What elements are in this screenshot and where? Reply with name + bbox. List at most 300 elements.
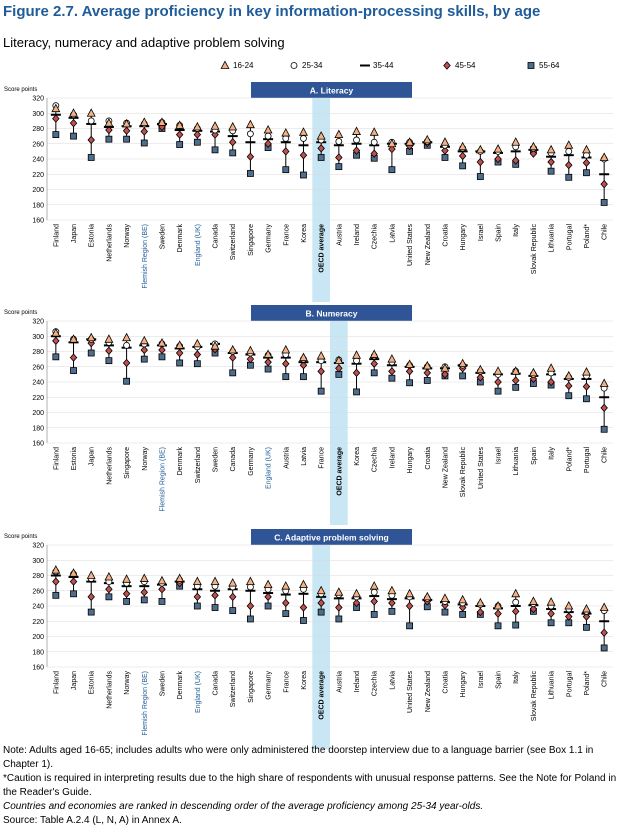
category-label-croatia: Croatia: [424, 447, 432, 470]
point-16-24-sweden: [158, 577, 166, 584]
y-axis-label: Score points: [4, 87, 38, 93]
point-55-64-netherlands: [106, 594, 112, 600]
point-16-24-spain: [494, 145, 502, 152]
note-ranking: Countries and economies are ranked in descending order of the average proficiency among 25-34 year-olds.: [3, 801, 484, 812]
point-16-24-estonia: [87, 109, 95, 116]
category-label-korea: Korea: [354, 447, 362, 466]
legend-label: 16-24: [233, 60, 254, 70]
category-label-czechia: Czechia: [371, 224, 379, 250]
point-16-24-singapore: [247, 120, 255, 127]
category-label-spain: Spain: [495, 671, 503, 689]
category-label-czechia: Czechia: [371, 447, 379, 473]
category-label-lithuania: Lithuania: [548, 224, 556, 253]
point-55-64-israel: [495, 388, 501, 394]
point-25-34-singapore: [124, 342, 130, 348]
adaptive-problem-solving-panel: [0, 527, 623, 752]
category-label-spain: Spain: [530, 447, 538, 465]
point-55-64-austria: [336, 616, 342, 622]
y-tick-label: 200: [32, 634, 44, 641]
point-16-24-austria: [335, 588, 343, 595]
point-45-54-norway: [141, 346, 147, 353]
point-16-24-new-zealand: [423, 136, 431, 143]
y-tick-label: 180: [32, 649, 44, 657]
point-55-64-finland: [53, 354, 59, 360]
point-55-64-netherlands: [106, 136, 112, 142]
category-label-korea: Korea: [300, 671, 308, 690]
point-55-64-oecd-average: [318, 609, 324, 615]
legend-triangle-icon: [221, 61, 229, 68]
point-16-24-poland: [583, 146, 591, 153]
point-16-24-israel: [477, 599, 485, 606]
point-16-24-lithuania: [547, 146, 555, 153]
point-55-64-england-uk: [265, 366, 271, 372]
category-label-italy: Italy: [513, 224, 521, 237]
y-tick-label: 220: [32, 171, 44, 179]
point-45-54-hungary: [406, 368, 412, 375]
point-55-64-norway: [141, 356, 147, 362]
category-label-spain: Spain: [495, 224, 503, 242]
point-45-54-austria: [283, 360, 289, 367]
category-label-singapore: Singapore: [247, 671, 255, 703]
category-label-new-zealand: New Zealand: [424, 671, 432, 713]
point-55-64-korea: [300, 172, 306, 178]
category-label-italy: Italy: [548, 447, 556, 460]
point-16-24-chile: [600, 379, 608, 386]
point-25-34-czechia: [371, 139, 377, 145]
category-label-latvia: Latvia: [389, 224, 397, 243]
point-45-54-france: [283, 599, 289, 606]
point-55-64-germany: [265, 603, 271, 609]
category-label-denmark: Denmark: [177, 447, 185, 476]
category-label-ireland: Ireland: [354, 671, 362, 693]
point-16-24-england-uk: [194, 123, 202, 130]
point-16-24-czechia: [370, 582, 378, 589]
point-45-54-canada: [212, 592, 218, 599]
category-label-slovak-republic: Slovak Republic: [460, 447, 468, 498]
category-label-japan: Japan: [88, 447, 96, 467]
y-tick-label: 240: [32, 379, 44, 387]
point-45-54-portugal: [566, 613, 572, 620]
point-45-54-finland: [53, 337, 59, 344]
point-16-24-austria: [282, 346, 290, 353]
category-label-united-states: United States: [407, 224, 415, 267]
point-45-54-france: [318, 368, 324, 375]
category-label-germany: Germany: [247, 447, 255, 476]
category-label-ireland: Ireland: [389, 447, 397, 469]
point-55-64-england-uk: [194, 139, 200, 145]
category-label-flemish-region-be: Flemish Region (BE): [141, 224, 149, 289]
point-25-34-austria: [336, 138, 342, 144]
point-45-54-poland: [566, 382, 572, 389]
point-45-54-israel: [495, 378, 501, 385]
category-label-portugal: Portugal: [566, 671, 574, 698]
y-tick-label: 220: [32, 618, 44, 626]
point-45-54-lithuania: [513, 377, 519, 384]
y-tick-label: 200: [32, 187, 44, 194]
point-55-64-lithuania: [513, 384, 519, 390]
category-label-netherlands: Netherlands: [106, 224, 114, 262]
point-55-64-canada: [212, 605, 218, 611]
point-16-24-france: [282, 129, 290, 136]
point-45-54-finland: [53, 115, 59, 122]
point-55-64-latvia: [300, 374, 306, 380]
category-label-france: France: [318, 447, 326, 469]
category-label-denmark: Denmark: [177, 224, 185, 253]
category-label-hungary: Hungary: [460, 224, 468, 251]
point-45-54-austria: [336, 604, 342, 611]
point-55-64-latvia: [389, 608, 395, 614]
point-16-24-switzerland: [229, 579, 237, 586]
point-55-64-italy: [513, 622, 519, 628]
point-45-54-portugal: [566, 162, 572, 169]
legend-square-icon: [528, 63, 534, 69]
point-55-64-slovak-republic: [460, 373, 466, 379]
point-25-34-ireland: [354, 137, 360, 143]
notes: [3, 744, 621, 828]
point-55-64-portugal: [566, 174, 572, 180]
point-16-24-germany: [264, 126, 272, 133]
category-label-sweden: Sweden: [212, 447, 220, 473]
note-source: Source: Table A.2.4 (L, N, A) in Annex A.: [3, 815, 182, 826]
category-label-finland: Finland: [53, 671, 61, 694]
point-16-24-hungary: [459, 596, 467, 603]
legend-label: 35-44: [373, 60, 394, 70]
category-label-italy: Italy: [513, 671, 521, 684]
y-tick-label: 220: [32, 394, 44, 402]
point-45-54-netherlands: [106, 586, 112, 593]
y-tick-label: 200: [32, 410, 44, 417]
point-55-64-korea: [354, 389, 360, 395]
point-16-24-singapore: [123, 334, 131, 341]
category-label-portugal: Portugal: [566, 224, 574, 251]
category-label-israel: Israel: [477, 224, 485, 242]
category-label-england-uk: England (UK): [265, 447, 273, 490]
note-caution: *Caution is required in interpreting results due to the high share of respondents with unusual response patterns. See the Note for Poland in the Reader's Guide.: [3, 773, 617, 798]
category-label-lithuania: Lithuania: [548, 671, 556, 700]
category-label-estonia: Estonia: [71, 447, 79, 471]
point-45-54-korea: [353, 369, 359, 376]
category-label-slovak-republic: Slovak Republic: [530, 671, 538, 722]
category-label-finland: Finland: [53, 224, 61, 247]
category-label-norway: Norway: [124, 224, 132, 248]
point-55-64-poland: [583, 170, 589, 176]
point-16-24-italy: [547, 364, 555, 371]
point-45-54-netherlands: [106, 347, 112, 354]
point-55-64-estonia: [71, 368, 77, 374]
panel-title: A. Literacy: [309, 85, 354, 96]
point-16-24-chile: [600, 603, 608, 610]
point-16-24-germany: [247, 347, 255, 354]
point-45-54-flemish-region-be: [159, 346, 165, 353]
y-axis-label: Score points: [4, 310, 38, 316]
point-55-64-spain: [495, 623, 501, 629]
point-55-64-norway: [124, 136, 130, 142]
point-16-24-slovak-republic: [459, 360, 467, 367]
point-55-64-sweden: [159, 598, 165, 604]
point-16-24-chile: [600, 153, 608, 160]
legend-marker: [441, 59, 453, 71]
point-55-64-czechia: [371, 370, 377, 376]
literacy-panel: [0, 80, 623, 305]
point-55-64-hungary: [460, 611, 466, 617]
point-55-64-united-states: [407, 623, 413, 629]
category-label-slovak-republic: Slovak Republic: [530, 224, 538, 275]
point-55-64-austria: [283, 374, 289, 380]
point-45-54-england-uk: [194, 593, 200, 600]
point-25-34-germany: [265, 133, 271, 139]
y-tick-label: 260: [32, 364, 44, 372]
note-adults: Note: Adults aged 16-65; includes adults who were only administered the doorstep interview due to a language barrier (see Box 1.1 in Chapter 1).: [3, 745, 594, 770]
point-16-24-israel: [494, 367, 502, 374]
point-55-64-poland: [583, 624, 589, 630]
category-label-canada: Canada: [230, 447, 238, 472]
point-45-54-denmark: [176, 131, 182, 138]
category-label-hungary: Hungary: [407, 447, 415, 474]
point-45-54-denmark: [176, 349, 182, 356]
point-45-54-japan: [70, 120, 76, 127]
point-55-64-japan: [88, 350, 94, 356]
category-label-austria: Austria: [336, 671, 344, 693]
legend-circle-icon: [291, 63, 297, 69]
point-45-54-czechia: [371, 598, 377, 605]
point-16-24-norway: [140, 337, 148, 344]
legend-marker: [219, 59, 231, 71]
point-25-34-singapore: [247, 131, 253, 137]
point-16-24-croatia: [441, 138, 449, 145]
point-55-64-finland: [53, 132, 59, 138]
point-16-24-korea: [300, 128, 308, 135]
category-label-czechia: Czechia: [371, 671, 379, 697]
category-label-denmark: Denmark: [177, 671, 185, 700]
point-16-24-finland: [52, 566, 60, 573]
legend-marker: [525, 59, 537, 71]
point-55-64-korea: [300, 617, 306, 623]
point-16-24-portugal: [583, 368, 591, 375]
point-55-64-portugal: [583, 396, 589, 402]
point-16-24-singapore: [247, 577, 255, 584]
category-label-oecd-average: OECD average: [318, 224, 326, 273]
point-55-64-flemish-region-be: [141, 597, 147, 603]
category-label-finland: Finland: [53, 447, 61, 470]
point-45-54-hungary: [459, 152, 465, 159]
point-55-64-denmark: [177, 360, 183, 366]
point-55-64-singapore: [124, 378, 130, 384]
point-55-64-croatia: [442, 609, 448, 615]
category-label-estonia: Estonia: [88, 224, 96, 248]
point-45-54-singapore: [123, 359, 129, 366]
point-55-64-chile: [601, 199, 607, 205]
point-25-34-korea: [300, 135, 306, 141]
category-label-canada: Canada: [212, 224, 220, 249]
point-16-24-ireland: [388, 355, 396, 362]
y-tick-label: 180: [32, 202, 44, 210]
point-16-24-estonia: [87, 571, 95, 578]
point-55-64-lithuania: [548, 168, 554, 174]
legend-label: 55-64: [539, 60, 560, 70]
category-label-estonia: Estonia: [88, 671, 96, 695]
category-label-chile: Chile: [601, 447, 609, 463]
category-label-chile: Chile: [601, 224, 609, 240]
point-16-24-england-uk: [194, 577, 202, 584]
point-45-54-finland: [53, 578, 59, 585]
point-55-64-flemish-region-be: [159, 354, 165, 360]
y-tick-label: 300: [32, 557, 44, 565]
legend-label: 45-54: [455, 60, 476, 70]
point-45-54-chile: [601, 181, 607, 188]
point-55-64-lithuania: [548, 620, 554, 626]
point-16-24-japan: [87, 334, 95, 341]
category-label-switzerland: Switzerland: [194, 447, 202, 484]
legend-label: 25-34: [302, 60, 323, 70]
point-45-54-switzerland: [230, 139, 236, 146]
point-45-54-italy: [513, 608, 519, 615]
point-16-24-slovak-republic: [530, 597, 538, 604]
point-55-64-oecd-average: [318, 154, 324, 160]
point-16-24-croatia: [441, 594, 449, 601]
point-55-64-france: [283, 167, 289, 173]
point-55-64-england-uk: [194, 603, 200, 609]
legend-item-55-64: [525, 58, 559, 72]
point-45-54-estonia: [88, 593, 94, 600]
numeracy-chart: [0, 303, 623, 528]
point-45-54-united-states: [406, 602, 412, 609]
point-55-64-israel: [477, 174, 483, 180]
numeracy-panel: [0, 303, 623, 528]
point-16-24-latvia: [300, 353, 308, 360]
category-label-croatia: Croatia: [442, 224, 450, 247]
point-25-34-portugal: [566, 148, 572, 154]
point-55-64-singapore: [247, 170, 253, 176]
y-tick-label: 240: [32, 156, 44, 164]
legend-item-35-44: [359, 58, 393, 72]
category-label-canada: Canada: [212, 671, 220, 696]
category-label-lithuania: Lithuania: [513, 447, 521, 476]
point-45-54-france: [283, 148, 289, 155]
category-label-flemish-region-be: Flemish Region (BE): [159, 447, 167, 512]
point-16-24-lithuania: [547, 598, 555, 605]
point-16-24-switzerland: [194, 340, 202, 347]
category-label-germany: Germany: [265, 224, 273, 253]
point-45-54-czechia: [371, 360, 377, 367]
point-16-24-netherlands: [105, 573, 113, 580]
category-label-austria: Austria: [283, 447, 291, 469]
point-55-64-flemish-region-be: [141, 140, 147, 146]
point-45-54-portugal: [583, 383, 589, 390]
figure-title: Figure 2.7. Average proficiency in key information-processing skills, by age: [3, 3, 541, 20]
legend-item-45-54: [441, 58, 475, 72]
point-55-64-croatia: [424, 377, 430, 383]
y-tick-label: 160: [32, 217, 44, 225]
point-45-54-germany: [265, 593, 271, 600]
category-label-croatia: Croatia: [442, 671, 450, 694]
point-55-64-norway: [124, 598, 130, 604]
point-16-24-new-zealand: [423, 593, 431, 600]
point-45-54-estonia: [70, 354, 76, 361]
point-25-34-italy: [513, 599, 519, 605]
point-45-54-estonia: [88, 136, 94, 143]
point-45-54-england-uk: [194, 131, 200, 138]
category-label-hungary: Hungary: [460, 671, 468, 698]
point-45-54-japan: [70, 578, 76, 585]
category-label-switzerland: Switzerland: [230, 671, 238, 708]
category-label-israel: Israel: [495, 447, 503, 465]
point-16-24-canada: [211, 122, 219, 129]
point-16-24-flemish-region-be: [140, 118, 148, 125]
category-label-ireland: Ireland: [354, 224, 362, 246]
point-16-24-japan: [70, 109, 78, 116]
category-label-england-uk: England (UK): [194, 671, 202, 714]
y-tick-label: 180: [32, 425, 44, 433]
point-45-54-germany: [247, 356, 253, 363]
point-16-24-portugal: [565, 141, 573, 148]
point-45-54-sweden: [159, 586, 165, 593]
y-tick-label: 300: [32, 110, 44, 118]
point-55-64-japan: [71, 591, 77, 597]
point-45-54-spain: [495, 610, 501, 617]
point-16-24-france: [282, 582, 290, 589]
y-tick-label: 280: [32, 349, 44, 356]
y-tick-label: 320: [32, 542, 44, 550]
point-16-24-norway: [123, 575, 131, 582]
point-45-54-lithuania: [548, 158, 554, 165]
category-label-new-zealand: New Zealand: [442, 447, 450, 489]
category-label-latvia: Latvia: [389, 671, 397, 690]
category-label-sweden: Sweden: [159, 671, 167, 697]
point-55-64-switzerland: [230, 608, 236, 614]
point-55-64-denmark: [177, 142, 183, 148]
point-25-34-estonia: [88, 118, 94, 124]
category-label-norway: Norway: [141, 447, 149, 471]
y-tick-label: 240: [32, 603, 44, 611]
category-label-united-states: United States: [477, 447, 485, 490]
category-label-poland: Poland*: [583, 224, 591, 249]
point-55-64-austria: [336, 164, 342, 170]
legend-item-16-24: [219, 58, 253, 72]
category-label-oecd-average: OECD average: [318, 671, 326, 720]
point-55-64-hungary: [460, 163, 466, 169]
y-tick-label: 300: [32, 333, 44, 341]
point-55-64-croatia: [442, 154, 448, 160]
point-16-24-canada: [229, 346, 237, 353]
point-45-54-israel: [477, 158, 483, 165]
panel-title: C. Adaptive problem solving: [274, 532, 389, 543]
point-16-24-switzerland: [229, 123, 237, 130]
point-45-54-latvia: [389, 599, 395, 606]
point-16-24-israel: [477, 146, 485, 153]
point-55-64-latvia: [389, 167, 395, 173]
point-16-24-spain: [530, 369, 538, 376]
point-45-54-austria: [336, 154, 342, 161]
category-label-sweden: Sweden: [159, 224, 167, 250]
category-label-latvia: Latvia: [300, 447, 308, 466]
point-55-64-japan: [71, 133, 77, 139]
point-16-24-italy: [512, 138, 520, 145]
point-16-24-austria: [335, 130, 343, 137]
category-label-norway: Norway: [124, 671, 132, 695]
category-label-switzerland: Switzerland: [230, 224, 238, 261]
point-45-54-flemish-region-be: [141, 589, 147, 596]
y-axis-label: Score points: [4, 534, 38, 540]
point-16-24-czechia: [370, 128, 378, 135]
category-label-korea: Korea: [300, 224, 308, 243]
point-55-64-chile: [601, 426, 607, 432]
point-45-54-flemish-region-be: [141, 128, 147, 135]
category-label-japan: Japan: [71, 671, 79, 691]
category-label-oecd-average: OECD average: [336, 447, 344, 496]
category-label-netherlands: Netherlands: [106, 447, 114, 485]
point-45-54-chile: [601, 629, 607, 636]
point-16-24-latvia: [388, 587, 396, 594]
